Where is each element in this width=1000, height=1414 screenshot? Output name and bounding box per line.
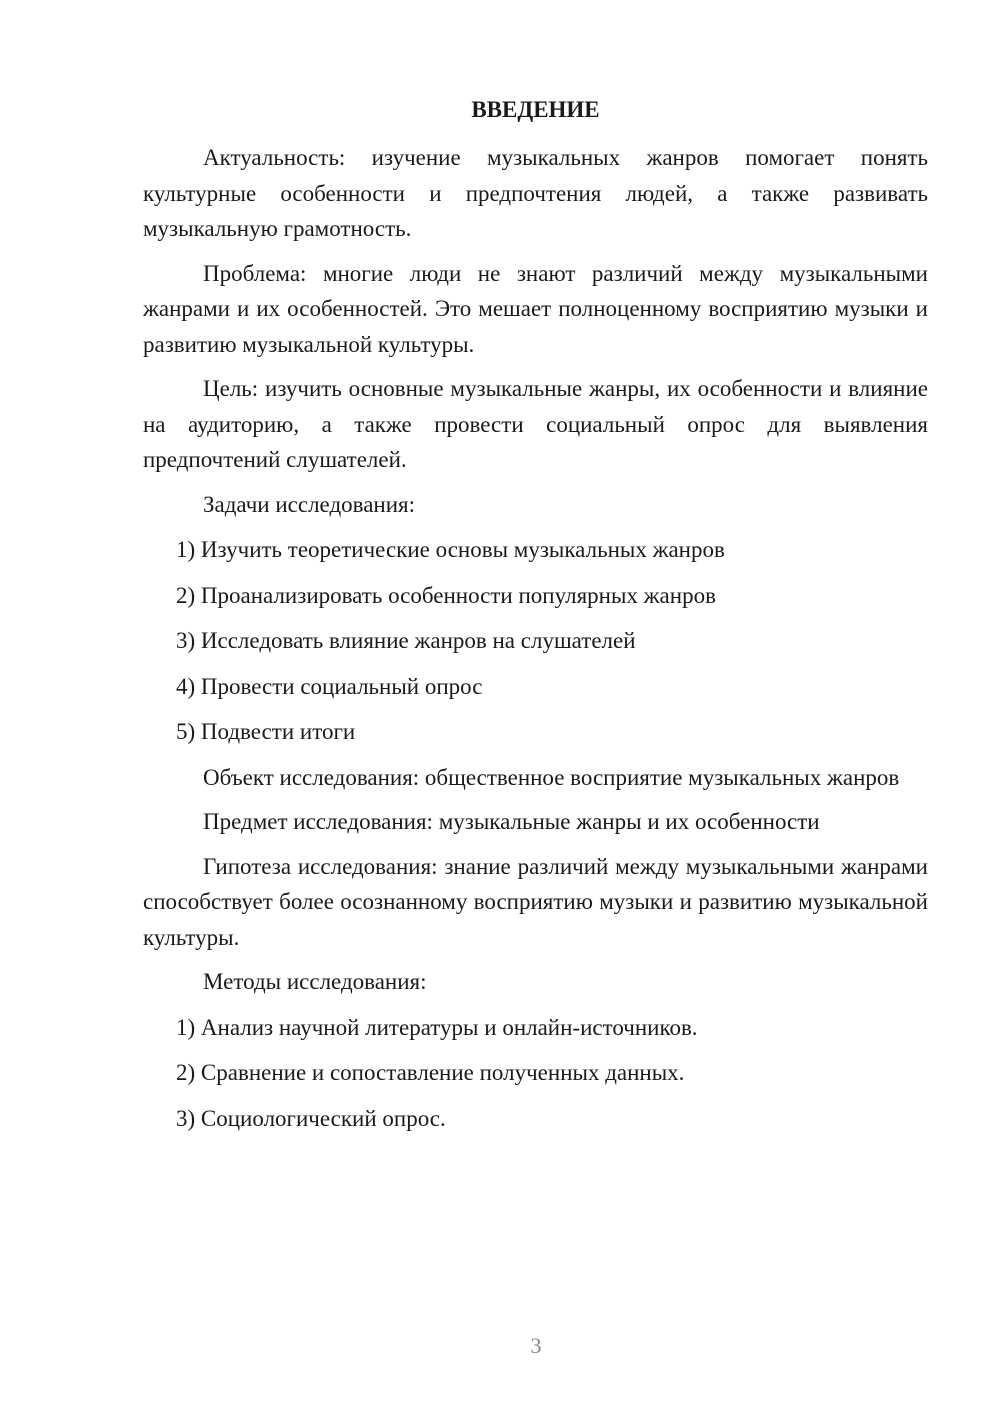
list-item: 4) Провести социальный опрос xyxy=(176,673,483,699)
hypothesis-paragraph: Гипотеза исследования: знание различий между музыкальными жанрами способствует более осознанному восприятию музыки и развитию музыкальной культуры. xyxy=(143,853,928,950)
page-content xyxy=(143,92,928,1146)
list-item: 3) Исследовать влияние жанров на слушателей xyxy=(176,628,636,653)
list-item: 1) Изучить теоретические основы музыкальных жанров xyxy=(176,537,725,562)
methods-label: Методы исследования: xyxy=(203,969,427,994)
list-item: 3) Социологический опрос. xyxy=(176,1105,446,1131)
relevance-paragraph: Актуальность: изучение музыкальных жанров помогает понять культурные особенности и предпочтения людей, а также развивать музыкальную грамотность. xyxy=(143,145,928,241)
tasks-list xyxy=(143,532,928,750)
list-item: 1) Анализ научной литературы и онлайн-источников. xyxy=(176,1014,698,1040)
tasks-label: Задачи исследования: xyxy=(203,491,416,517)
methods-list xyxy=(143,1010,928,1137)
section-heading: ВВЕДЕНИЕ xyxy=(471,97,600,122)
object-paragraph: Объект исследования: общественное восприятие музыкальных жанров xyxy=(203,764,900,790)
page-number: 3 xyxy=(530,1333,542,1358)
goal-paragraph: Цель: изучить основные музыкальные жанры, их особенности и влияние на аудиторию, а также провести социальный опрос для выявления предпочтений слушателей. xyxy=(143,376,928,472)
list-item: 5) Подвести итоги xyxy=(176,719,356,744)
subject-paragraph: Предмет исследования: музыкальные жанры и их особенности xyxy=(203,809,820,834)
list-item: 2) Проанализировать особенности популярных жанров xyxy=(176,582,716,608)
list-item: 2) Сравнение и сопоставление полученных данных. xyxy=(176,1060,685,1085)
problem-paragraph: Проблема: многие люди не знают различий между музыкальными жанрами и их особенностей. Это мешает полноценному восприятию музыки и развитию музыкальной культуры. xyxy=(143,260,928,357)
